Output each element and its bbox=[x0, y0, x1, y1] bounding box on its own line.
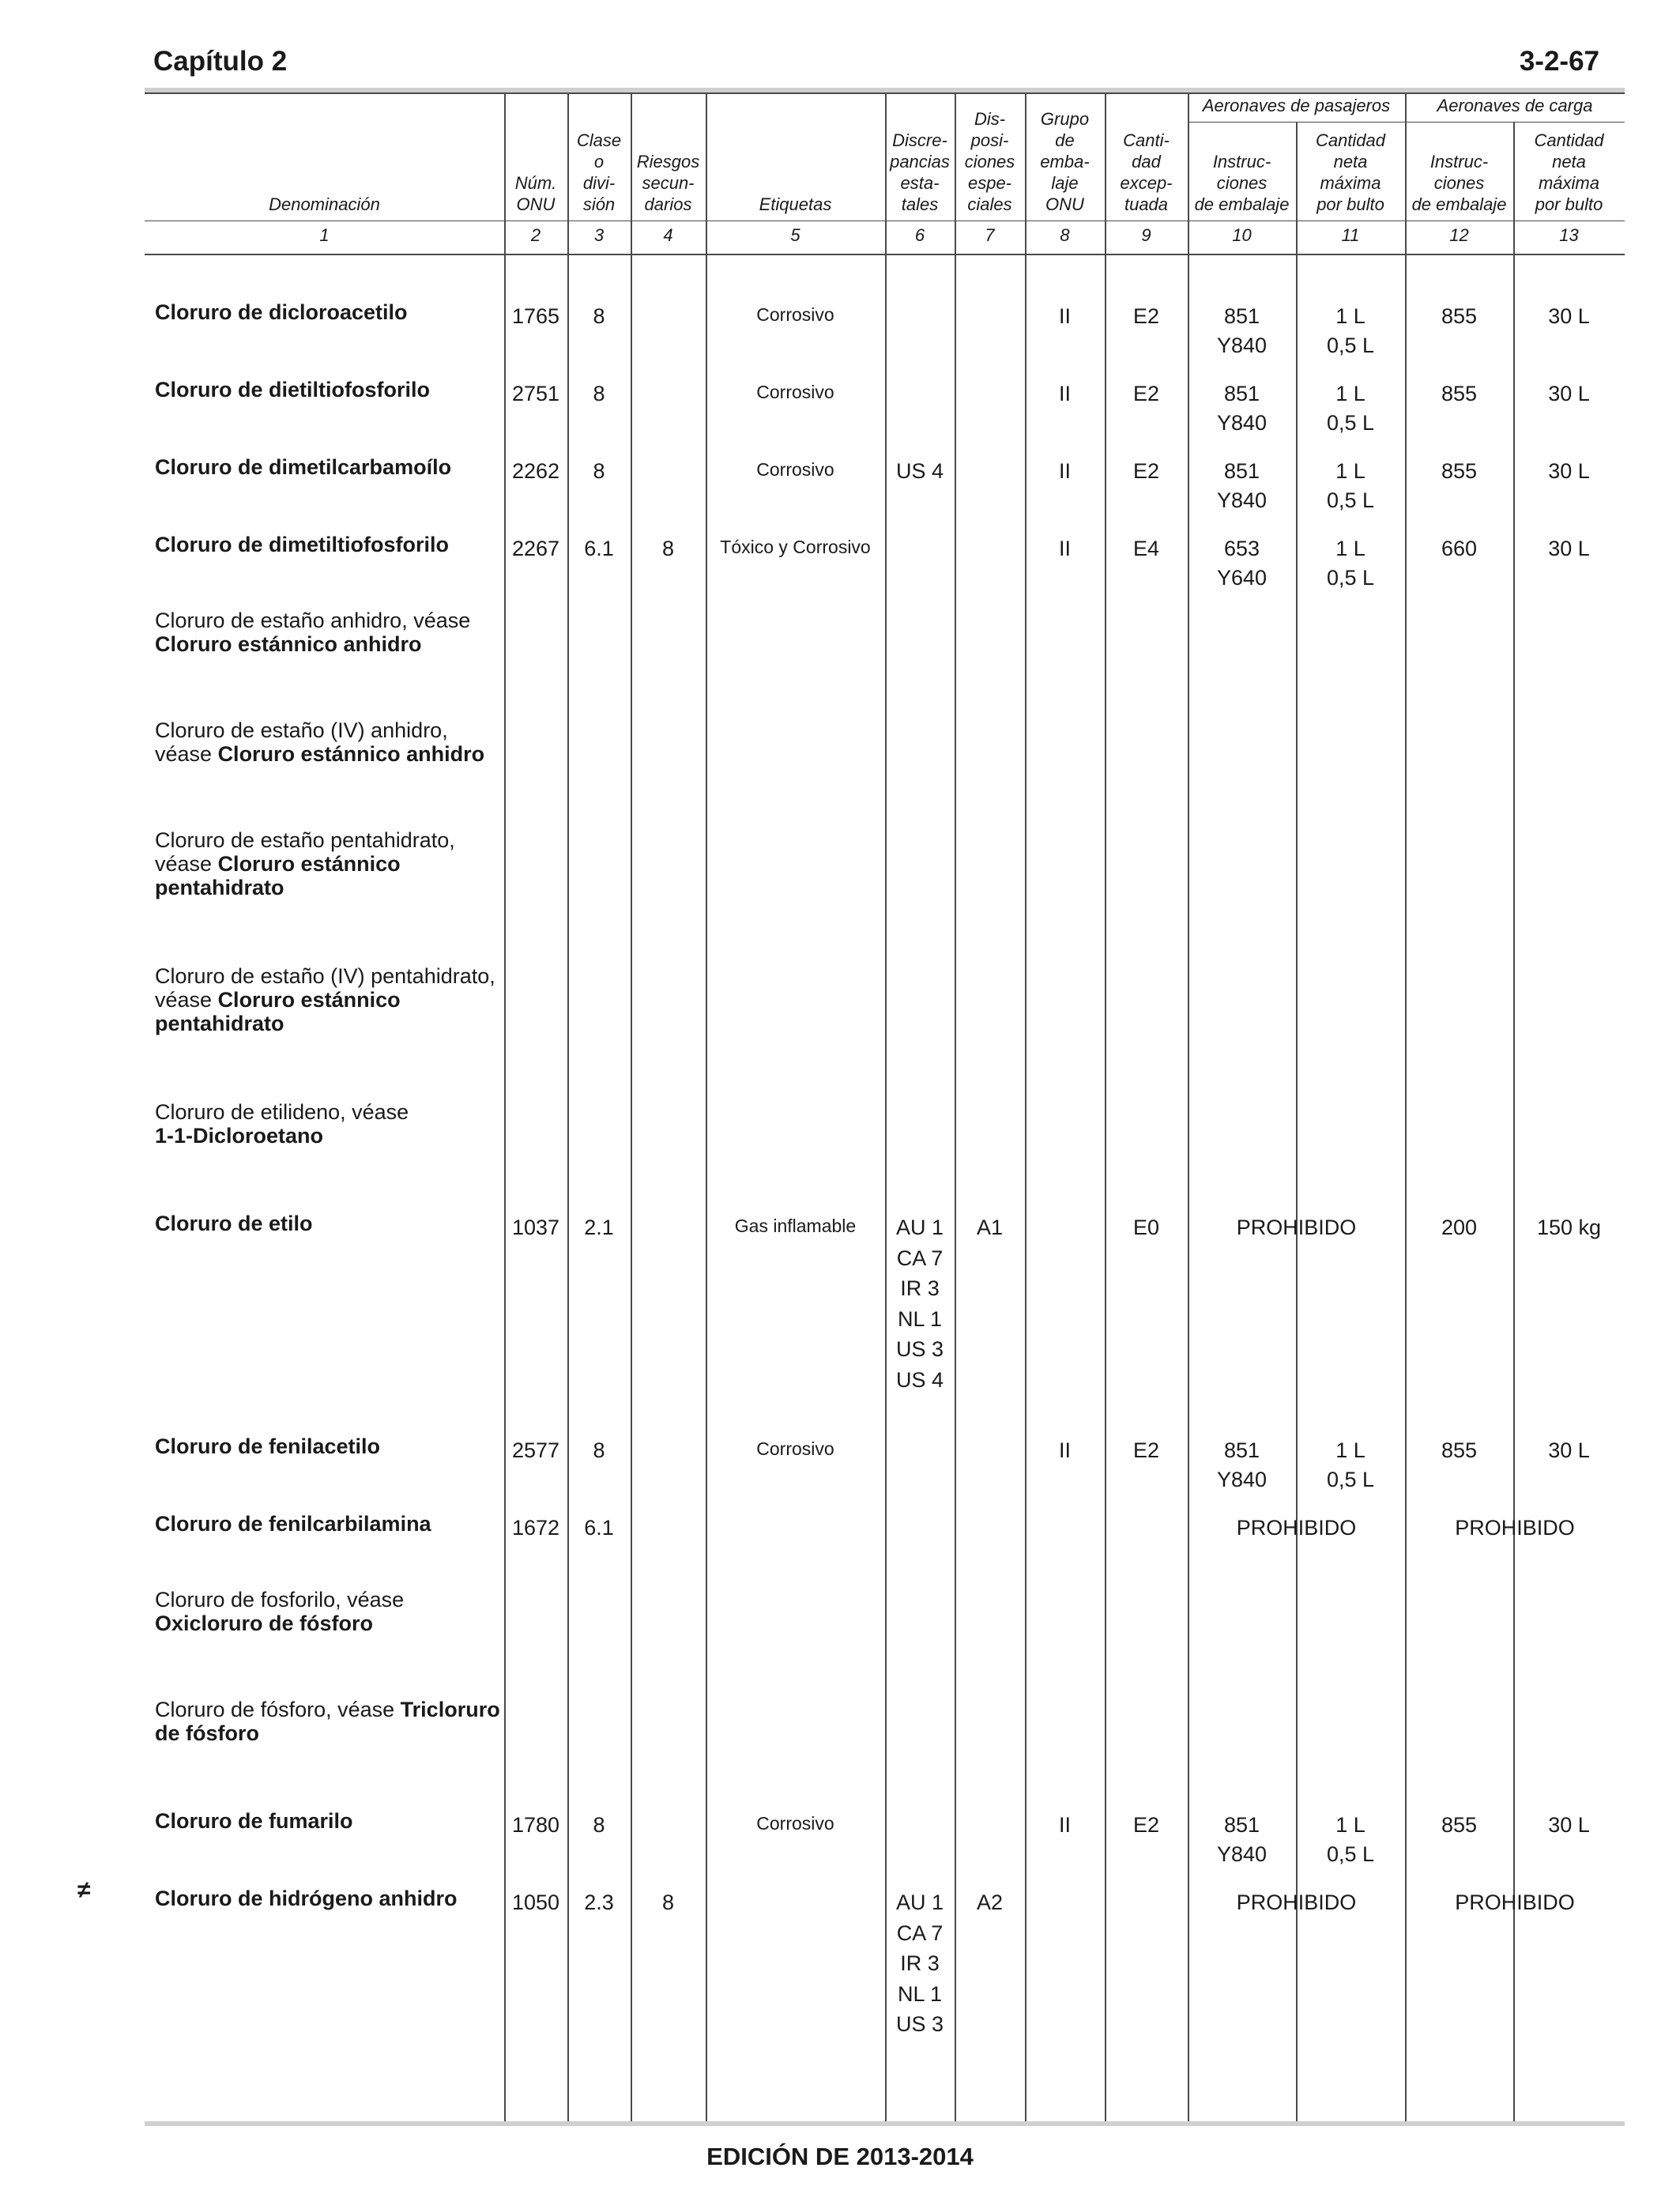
header-pas-cantidad-line: neta bbox=[1333, 152, 1368, 172]
passenger-packing-instruction: Y840 bbox=[1216, 411, 1268, 435]
header-disposiciones-line: espe- bbox=[967, 173, 1012, 193]
header-num-onu-line: ONU bbox=[516, 194, 556, 214]
header-disposiciones-line: ciones bbox=[964, 152, 1015, 172]
state-variation: US 3 bbox=[895, 2012, 944, 2036]
excepted-quantity: E2 bbox=[1132, 1813, 1160, 1837]
reference-target: Oxicloruro de fósforo bbox=[155, 1612, 374, 1635]
substance-name: Cloruro de fenilcarbilamina bbox=[155, 1512, 431, 1536]
change-marker: ≠ bbox=[77, 1877, 91, 1903]
header-disposiciones bbox=[955, 98, 1025, 215]
header-discrepancias-line: tales bbox=[901, 194, 939, 214]
column-number: 8 bbox=[1060, 225, 1070, 245]
reference-text: Cloruro de fosforilo, véase bbox=[155, 1588, 405, 1612]
cross-reference-entry bbox=[155, 718, 503, 766]
un-number: 1050 bbox=[511, 1891, 560, 1914]
header-discrepancias-line: esta- bbox=[900, 173, 940, 193]
reference-line bbox=[155, 964, 503, 988]
cross-reference-entry bbox=[155, 609, 503, 656]
reference-line bbox=[155, 828, 503, 852]
packing-group: II bbox=[1058, 459, 1071, 483]
header-denominacion-line: Denominación bbox=[269, 194, 380, 214]
header-disposiciones-line: Dis- bbox=[974, 109, 1006, 129]
column-rule bbox=[631, 92, 632, 2121]
reference-target: Cloruro estánnico bbox=[217, 988, 401, 1012]
reference-target: Cloruro estánnico anhidro bbox=[217, 742, 485, 766]
column-number: 9 bbox=[1141, 225, 1151, 245]
passenger-packing-instruction: Y840 bbox=[1216, 1468, 1268, 1491]
excepted-quantity: E2 bbox=[1132, 382, 1160, 405]
edition-footer: EDICIÓN DE 2013-2014 bbox=[706, 2143, 974, 2170]
header-clase bbox=[567, 98, 631, 215]
header-grupo-line: emba- bbox=[1040, 152, 1090, 172]
reference-line bbox=[155, 742, 503, 766]
passenger-packing-instruction: 851 bbox=[1223, 459, 1260, 483]
reference-line bbox=[155, 1588, 503, 1612]
passenger-prohibited: PROHIBIDO bbox=[1236, 1516, 1357, 1540]
state-variation: IR 3 bbox=[900, 1276, 940, 1300]
reference-text: Cloruro de estaño (IV) anhidro, bbox=[155, 718, 448, 742]
state-variation: CA 7 bbox=[896, 1921, 944, 1945]
label: Corrosivo bbox=[756, 1438, 834, 1459]
header-cantidad-exceptuada-line: Canti- bbox=[1123, 130, 1170, 150]
reference-target: de fósforo bbox=[155, 1721, 259, 1745]
header-pas-cantidad-line: máxima bbox=[1320, 173, 1381, 193]
reference-line bbox=[155, 1721, 503, 1745]
reference-text: Cloruro de estaño pentahidrato, bbox=[155, 828, 455, 852]
state-variation: AU 1 bbox=[895, 1891, 944, 1914]
passenger-max-quantity: 1 L bbox=[1335, 382, 1365, 405]
state-variation: US 3 bbox=[895, 1337, 944, 1361]
reference-target: Cloruro estánnico anhidro bbox=[155, 632, 422, 656]
reference-target: Cloruro estánnico bbox=[217, 852, 401, 876]
un-number: 1672 bbox=[511, 1516, 560, 1540]
header-grupo-line: Grupo bbox=[1040, 109, 1090, 129]
label: Gas inflamable bbox=[734, 1216, 857, 1236]
un-number: 2751 bbox=[511, 382, 560, 405]
class-division: 6.1 bbox=[584, 1516, 614, 1540]
cargo-max-quantity: 30 L bbox=[1548, 537, 1590, 560]
reference-line bbox=[155, 852, 503, 876]
packing-group: II bbox=[1058, 537, 1071, 560]
bottom-rule bbox=[145, 2121, 1625, 2126]
state-variation: NL 1 bbox=[897, 1981, 943, 2006]
packing-group: II bbox=[1058, 1438, 1071, 1462]
header-cantidad-exceptuada bbox=[1105, 98, 1188, 215]
class-division: 2.3 bbox=[584, 1891, 614, 1914]
class-division: 8 bbox=[593, 1438, 605, 1462]
header-riesgos-line: secun- bbox=[642, 173, 695, 193]
passenger-prohibited: PROHIBIDO bbox=[1236, 1891, 1357, 1914]
passenger-max-quantity: 1 L bbox=[1335, 1438, 1365, 1462]
cargo-max-quantity: 30 L bbox=[1548, 304, 1590, 328]
header-carga-cantidad-line: Cantidad bbox=[1534, 130, 1604, 150]
chapter-title: Capítulo 2 bbox=[153, 46, 288, 77]
class-division: 8 bbox=[593, 1813, 605, 1837]
header-etiquetas-line: Etiquetas bbox=[759, 194, 832, 214]
header-disposiciones-line: ciales bbox=[967, 194, 1012, 214]
passenger-prohibited: PROHIBIDO bbox=[1236, 1216, 1357, 1239]
class-division: 8 bbox=[593, 459, 605, 483]
reference-target: 1-1-Dicloroetano bbox=[155, 1124, 324, 1148]
column-rule bbox=[955, 92, 956, 2121]
reference-text: véase bbox=[155, 742, 218, 766]
class-division: 2.1 bbox=[584, 1216, 614, 1239]
cross-reference-entry bbox=[155, 828, 503, 899]
column-number: 6 bbox=[914, 225, 925, 245]
header-cantidad-exceptuada-line: excep- bbox=[1120, 173, 1173, 193]
cargo-packing-instruction: 855 bbox=[1441, 459, 1478, 483]
passenger-packing-instruction: 653 bbox=[1223, 537, 1260, 560]
substance-name: Cloruro de hidrógeno anhidro bbox=[155, 1887, 458, 1910]
header-num-onu-line: Núm. bbox=[514, 173, 557, 193]
header-carga-instrucciones-line: ciones bbox=[1433, 173, 1485, 193]
header-pas-instrucciones-line: de embalaje bbox=[1194, 194, 1290, 214]
state-variation: NL 1 bbox=[897, 1306, 943, 1331]
substance-name: Cloruro de dimetilcarbamoílo bbox=[155, 455, 452, 479]
column-number: 11 bbox=[1341, 225, 1360, 245]
cargo-packing-instruction: 200 bbox=[1441, 1216, 1478, 1239]
cargo-prohibited: PROHIBIDO bbox=[1455, 1516, 1575, 1540]
cargo-max-quantity: 30 L bbox=[1548, 1438, 1590, 1462]
header-carga-cantidad-line: máxima bbox=[1538, 173, 1599, 193]
reference-line bbox=[155, 1612, 503, 1635]
header-grupo-line: de bbox=[1055, 130, 1075, 150]
packing-group: II bbox=[1058, 382, 1071, 405]
substance-name: Cloruro de fumarilo bbox=[155, 1809, 353, 1833]
label: Corrosivo bbox=[756, 304, 834, 325]
header-disposiciones-line: posi- bbox=[970, 130, 1009, 150]
un-number: 1037 bbox=[511, 1216, 560, 1239]
reference-text: Cloruro de estaño (IV) pentahidrato, bbox=[155, 964, 495, 988]
reference-target: Tricloruro bbox=[400, 1698, 500, 1721]
header-pas-instrucciones-line: Instruc- bbox=[1212, 152, 1271, 172]
substance-name: Cloruro de dicloroacetilo bbox=[155, 300, 408, 324]
reference-line bbox=[155, 1012, 503, 1035]
header-carga-instrucciones-line: Instruc- bbox=[1430, 152, 1489, 172]
passenger-packing-instruction: Y840 bbox=[1216, 1842, 1268, 1866]
header-clase-line: sión bbox=[582, 194, 616, 214]
packing-group: II bbox=[1058, 1813, 1071, 1837]
header-discrepancias-line: Discre- bbox=[892, 130, 947, 150]
passenger-max-quantity: 1 L bbox=[1335, 459, 1365, 483]
state-variation: US 4 bbox=[895, 1367, 944, 1392]
reference-text: Cloruro de fósforo, véase bbox=[155, 1698, 401, 1721]
label: Tóxico y Corrosivo bbox=[720, 537, 871, 557]
header-carga-instrucciones-line: de embalaje bbox=[1411, 194, 1507, 214]
header-denominacion bbox=[145, 98, 504, 215]
header-clase-line: o bbox=[593, 152, 605, 172]
un-number: 2577 bbox=[511, 1438, 560, 1462]
reference-text: véase bbox=[155, 988, 218, 1012]
reference-text: Cloruro de etilideno, véase bbox=[155, 1100, 409, 1124]
packing-group: II bbox=[1058, 304, 1071, 328]
passenger-packing-instruction: 851 bbox=[1223, 304, 1260, 328]
cross-reference-entry bbox=[155, 964, 503, 1035]
un-number: 2267 bbox=[511, 537, 560, 560]
excepted-quantity: E2 bbox=[1132, 304, 1160, 328]
excepted-quantity: E4 bbox=[1132, 537, 1160, 560]
passenger-max-quantity: 0,5 L bbox=[1326, 1468, 1375, 1491]
header-etiquetas bbox=[706, 98, 885, 215]
column-number: 1 bbox=[319, 225, 330, 245]
header-grupo bbox=[1025, 98, 1105, 215]
cargo-packing-instruction: 855 bbox=[1441, 1438, 1478, 1462]
passenger-max-quantity: 0,5 L bbox=[1326, 334, 1375, 357]
state-variation: US 4 bbox=[895, 459, 944, 483]
column-number: 4 bbox=[663, 225, 673, 245]
class-division: 6.1 bbox=[584, 537, 614, 560]
column-number: 3 bbox=[593, 225, 605, 245]
cargo-packing-instruction: 855 bbox=[1441, 1813, 1478, 1837]
un-number: 2262 bbox=[511, 459, 560, 483]
cross-reference-entry bbox=[155, 1100, 503, 1148]
header-grupo-line: laje bbox=[1051, 173, 1079, 193]
excepted-quantity: E2 bbox=[1132, 1438, 1160, 1462]
cargo-packing-instruction: 660 bbox=[1441, 537, 1478, 560]
un-number: 1780 bbox=[511, 1813, 560, 1837]
cargo-max-quantity: 30 L bbox=[1548, 382, 1590, 405]
header-pas-cantidad-line: por bulto bbox=[1317, 194, 1384, 214]
reference-line bbox=[155, 1124, 503, 1148]
passenger-max-quantity: 1 L bbox=[1335, 304, 1365, 328]
cargo-max-quantity: 30 L bbox=[1548, 459, 1590, 483]
page-number: 3-2-67 bbox=[1519, 46, 1599, 77]
excepted-quantity: E0 bbox=[1132, 1216, 1160, 1239]
header-clase-line: Clase bbox=[576, 130, 622, 150]
header-riesgos bbox=[631, 98, 706, 215]
substance-name: Cloruro de etilo bbox=[155, 1212, 313, 1235]
column-number: 7 bbox=[985, 225, 995, 245]
substance-name: Cloruro de dietiltiofosforilo bbox=[155, 378, 430, 401]
cargo-packing-instruction: 855 bbox=[1441, 304, 1478, 328]
excepted-quantity: E2 bbox=[1132, 459, 1160, 483]
state-variation: CA 7 bbox=[896, 1246, 944, 1270]
passenger-packing-instruction: 851 bbox=[1223, 1438, 1260, 1462]
state-variation: AU 1 bbox=[895, 1216, 944, 1239]
passenger-max-quantity: 0,5 L bbox=[1326, 1842, 1375, 1866]
label: Corrosivo bbox=[756, 382, 834, 402]
label: Corrosivo bbox=[756, 1813, 834, 1834]
reference-text: véase bbox=[155, 852, 218, 876]
column-number: 12 bbox=[1449, 225, 1469, 245]
label: Corrosivo bbox=[756, 459, 834, 480]
header-grupo-line: ONU bbox=[1045, 194, 1084, 214]
header-cantidad-exceptuada-line: tuada bbox=[1124, 194, 1169, 214]
passenger-max-quantity: 0,5 L bbox=[1326, 411, 1375, 435]
reference-line bbox=[155, 876, 503, 899]
header-clase-line: divi- bbox=[582, 173, 616, 193]
passenger-packing-instruction: 851 bbox=[1223, 382, 1260, 405]
passenger-max-quantity: 0,5 L bbox=[1326, 566, 1375, 590]
passenger-packing-instruction: Y840 bbox=[1216, 334, 1268, 357]
header-pasajeros: Aeronaves de pasajeros bbox=[1202, 96, 1391, 115]
header-pas-cantidad-line: Cantidad bbox=[1315, 130, 1386, 150]
cargo-packing-instruction: 855 bbox=[1441, 382, 1478, 405]
passenger-max-quantity: 1 L bbox=[1335, 1813, 1365, 1837]
cross-reference-entry bbox=[155, 1698, 503, 1745]
reference-text: Cloruro de estaño anhidro, véase bbox=[155, 609, 471, 632]
un-number: 1765 bbox=[511, 304, 560, 328]
column-number: 2 bbox=[530, 225, 541, 245]
reference-target: pentahidrato bbox=[155, 876, 284, 899]
substance-name: Cloruro de fenilacetilo bbox=[155, 1434, 381, 1458]
header-num-onu bbox=[504, 98, 567, 215]
reference-line bbox=[155, 718, 503, 742]
passenger-packing-instruction: Y640 bbox=[1216, 566, 1268, 590]
passenger-max-quantity: 1 L bbox=[1335, 537, 1365, 560]
substance-name: Cloruro de dimetiltiofosforilo bbox=[155, 533, 449, 556]
subsidiary-risk: 8 bbox=[661, 1891, 675, 1914]
subsidiary-risk: 8 bbox=[661, 537, 675, 560]
passenger-packing-instruction: 851 bbox=[1223, 1813, 1260, 1837]
header-carga-cantidad-line: neta bbox=[1552, 152, 1586, 172]
header-pas-instrucciones-line: ciones bbox=[1216, 173, 1268, 193]
reference-line bbox=[155, 988, 503, 1012]
special-provision: A1 bbox=[976, 1216, 1004, 1239]
passenger-packing-instruction: Y840 bbox=[1216, 488, 1268, 512]
column-number: 5 bbox=[790, 225, 800, 245]
header-riesgos-line: darios bbox=[644, 194, 692, 214]
class-division: 8 bbox=[593, 382, 605, 405]
reference-line bbox=[155, 609, 503, 632]
header-carga: Aeronaves de carga bbox=[1437, 96, 1593, 115]
header-discrepancias-line: pancias bbox=[890, 152, 950, 172]
cargo-max-quantity: 30 L bbox=[1548, 1813, 1590, 1837]
column-number: 10 bbox=[1232, 225, 1252, 245]
reference-line bbox=[155, 1100, 503, 1124]
state-variation: IR 3 bbox=[900, 1951, 940, 1975]
header-carga-cantidad-line: por bulto bbox=[1535, 194, 1603, 214]
special-provision: A2 bbox=[976, 1891, 1004, 1914]
reference-line bbox=[155, 1698, 503, 1721]
column-number: 13 bbox=[1559, 225, 1579, 245]
cargo-prohibited: PROHIBIDO bbox=[1455, 1891, 1575, 1914]
class-division: 8 bbox=[593, 304, 605, 328]
reference-target: pentahidrato bbox=[155, 1012, 284, 1035]
header-cantidad-exceptuada-line: dad bbox=[1132, 152, 1161, 172]
passenger-max-quantity: 0,5 L bbox=[1326, 488, 1375, 512]
cargo-max-quantity: 150 kg bbox=[1536, 1216, 1602, 1239]
header-discrepancias bbox=[885, 98, 955, 215]
reference-line bbox=[155, 632, 503, 656]
cross-reference-entry bbox=[155, 1588, 503, 1635]
column-rule bbox=[885, 92, 887, 2121]
header-riesgos-line: Riesgos bbox=[636, 152, 700, 172]
